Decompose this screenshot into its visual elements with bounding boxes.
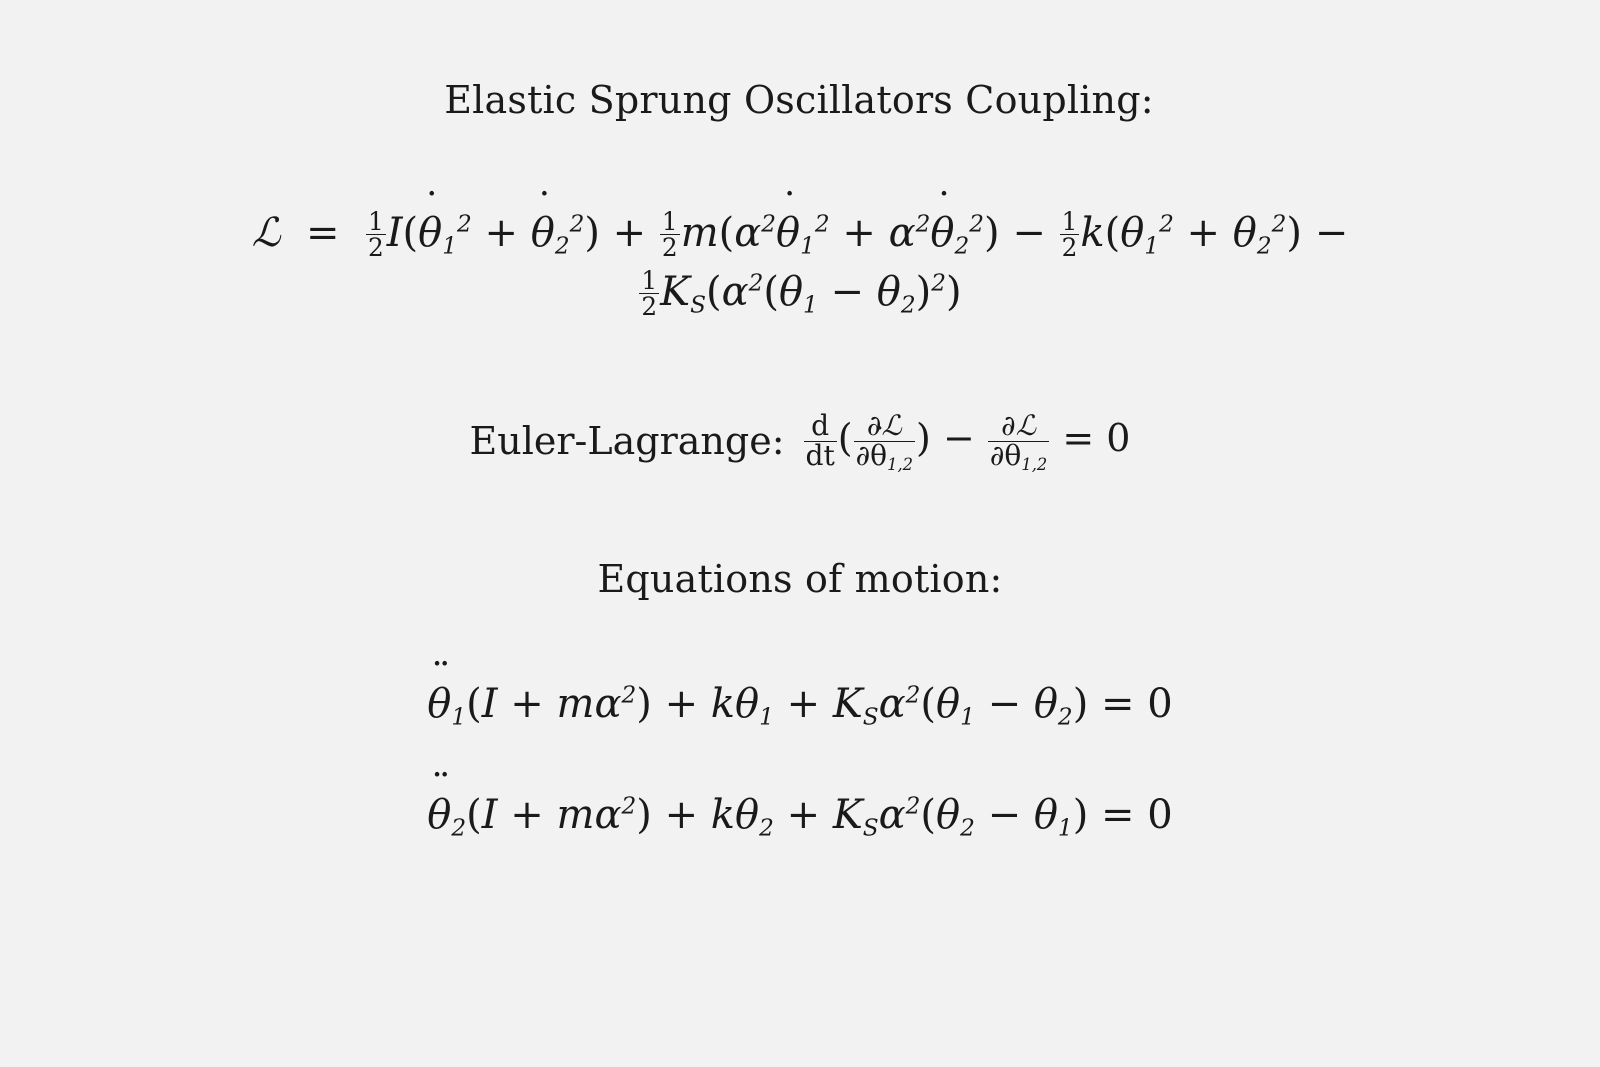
lagrangian-line-2: $\frac{1}{2}$ $K_S(\alpha^2(\theta_1 - \theta_2)^2)$ <box>641 265 962 322</box>
equations-of-motion-title: Equations of motion: <box>597 556 1003 601</box>
euler-lagrange-equation <box>469 408 1131 475</box>
page-title: Elastic Sprung Oscillators Coupling: <box>444 78 1154 122</box>
euler-lagrange-label: Euler-Lagrange: <box>469 419 785 464</box>
euler-lagrange-formula: $\frac{d}{dt}$ ( $\frac{\text{∂ℒ}}{\partial\theta ˙_{1,2}}$ ) − $\frac{\text{∂ℒ}}{\partial\theta_{1,2}}$ = 0 <box>803 412 1131 471</box>
equation-of-motion-1: θ $¨_1(I + m\alpha^2) + k\theta_1 + K_S\alpha^2(\theta_1 - \theta_2) = 0$ <box>427 679 1172 730</box>
lagrangian-equation <box>180 208 1420 320</box>
lagrangian-line-1: ℒ = $\frac{1}{2}$ I(θ $˙_1^2 + \theta$ $˙_2^2$) + $\frac{1}{2}$ $m(\alpha^2\theta$ $˙_1^2 + \alpha^2\theta$ $˙_2^2$) − $\frac{1}{2}$ $k(\theta_1^2 + \theta_2^2)$ − <box>180 208 1420 261</box>
equation-of-motion-2: θ $¨_2(I + m\alpha^2) + k\theta_2 + K_S\alpha^2(\theta_2 - \theta_1) = 0$ <box>427 790 1172 841</box>
